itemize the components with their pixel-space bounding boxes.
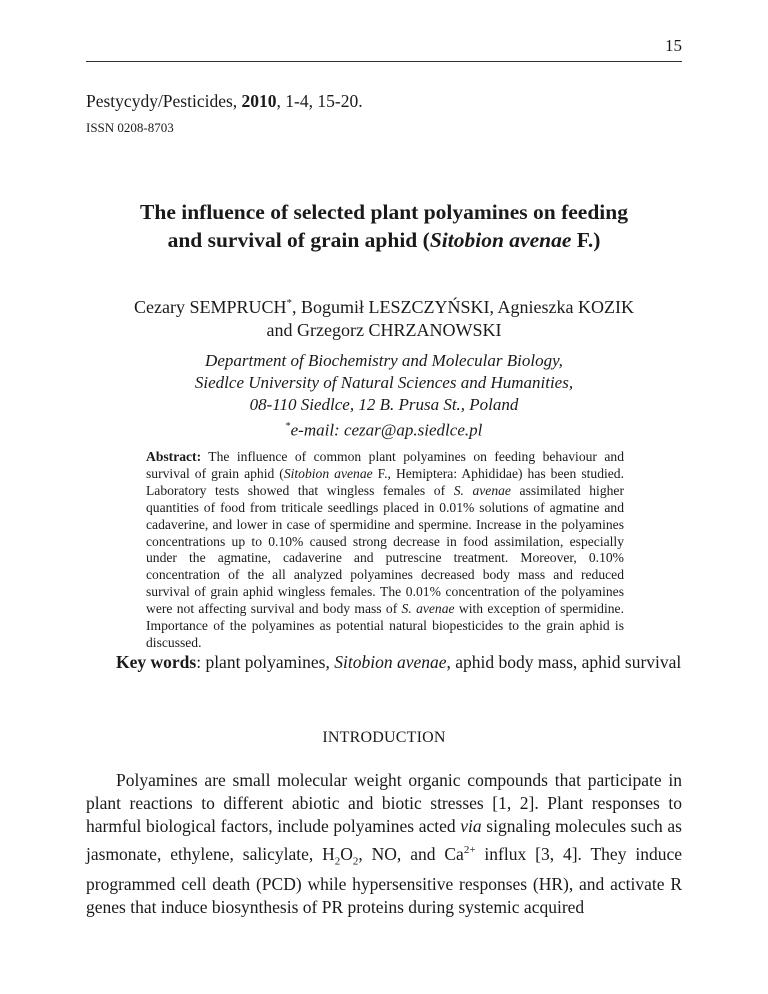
author-first: Cezary SEMPRUCH [134,297,287,317]
intro-superscript: 2+ [463,843,476,856]
keywords-species: Sitobion avenae [334,652,447,672]
intro-text: Polyamines are small molecular weight organic compounds that participate in plant reactions to different abiotic and biotic stresses [1, 2]. Plant responses to harmful biological factors, include polyamines acted [86,770,682,837]
intro-subscript: 2 [352,854,359,867]
abstract-text: The influence of common plant polyamines on feeding behaviour and survival of grain aphid ( [146,449,624,481]
author-mark: * [286,297,292,309]
intro-text: , NO, and Ca [358,843,464,864]
header-rule [86,61,682,62]
title-species: Sitobion avenae [429,228,572,252]
abstract-text: with exception of spermidine. Importance of the polyamines as potential natural biopesticides to the grain aphid is discussed. [146,601,624,650]
keywords-text: , aphid body mass, aphid survival [446,652,682,672]
abstract-text: assimilated higher quantities of food from triticale seedlings placed in 0.01% solutions of agmatine and cadaverine, and lower in case of spermidine and spermine. Increase in the polyamines concentrations up to 0.10% caused strong decrease in food assimilation, especially under the agmatine, cadaverine and putrescine treatment. Moreover, 0.10% concentration of the all analyzed polyamines decreased body mass and reduced survival of grain aphid wingless females. The 0.01% concentration of the polyamines were not affecting survival and body mass of [146,482,624,617]
journal-citation [86,91,363,112]
author-rest: , Bogumił LESZCZYŃSKI, Agnieszka KOZIK [292,297,634,317]
intro-italic: via [460,816,482,837]
affil-line-2: Siedlce University of Natural Sciences and Humanities, [194,373,574,392]
intro-text: signaling molecules such as jasmonate, ethylene, salicylate, H [86,816,682,864]
intro-subscript: 2 [334,854,341,867]
email-mark: * [285,421,291,432]
author-line-2: and Grzegorz CHRZANOWSKI [266,320,502,340]
intro-text: O [340,843,353,864]
abstract [146,449,624,652]
title-line-2: and survival of grain aphid ( [167,228,430,252]
author-list [86,292,682,342]
issn: ISSN 0208-8703 [86,120,174,135]
abstract-species: S. avenae [401,601,455,617]
keywords-label: Key words [116,652,197,672]
affil-line-3: 08-110 Siedlce, 12 B. Prusa St., Poland [249,395,519,414]
journal-pages: , 1-4, 15-20. [276,91,363,111]
intro-text: influx [3, 4]. They induce programmed cell death (PCD) while hypersensitive responses (HR), and activate R genes that induce biosynthesis of PR proteins during systemic acquired [86,843,682,918]
title-end: F.) [571,228,601,252]
affil-line-1: Department of Biochemistry and Molecular Biology, [205,351,563,370]
keywords-text: : plant polyamines, [196,652,335,672]
journal-name: Pestycydy/Pesticides, [86,91,238,111]
section-heading-introduction: INTRODUCTION [322,729,446,746]
page-number: 15 [665,36,682,55]
title-line-1: The influence of selected plant polyamines on feeding [140,200,628,224]
introduction-paragraph [86,769,682,920]
abstract-text: F., Hemiptera: Aphididae) has been studied. Laboratory tests showed that wingless females of [146,465,624,498]
journal-year: 2010 [241,91,277,111]
affiliation [86,350,682,442]
abstract-species: Sitobion avenae [283,465,373,481]
paper-title [86,198,682,254]
abstract-species: S. avenae [453,482,511,498]
keywords [86,650,682,675]
abstract-label: Abstract: [146,449,202,464]
email-address: e-mail: cezar@ap.siedlce.pl [290,420,483,440]
